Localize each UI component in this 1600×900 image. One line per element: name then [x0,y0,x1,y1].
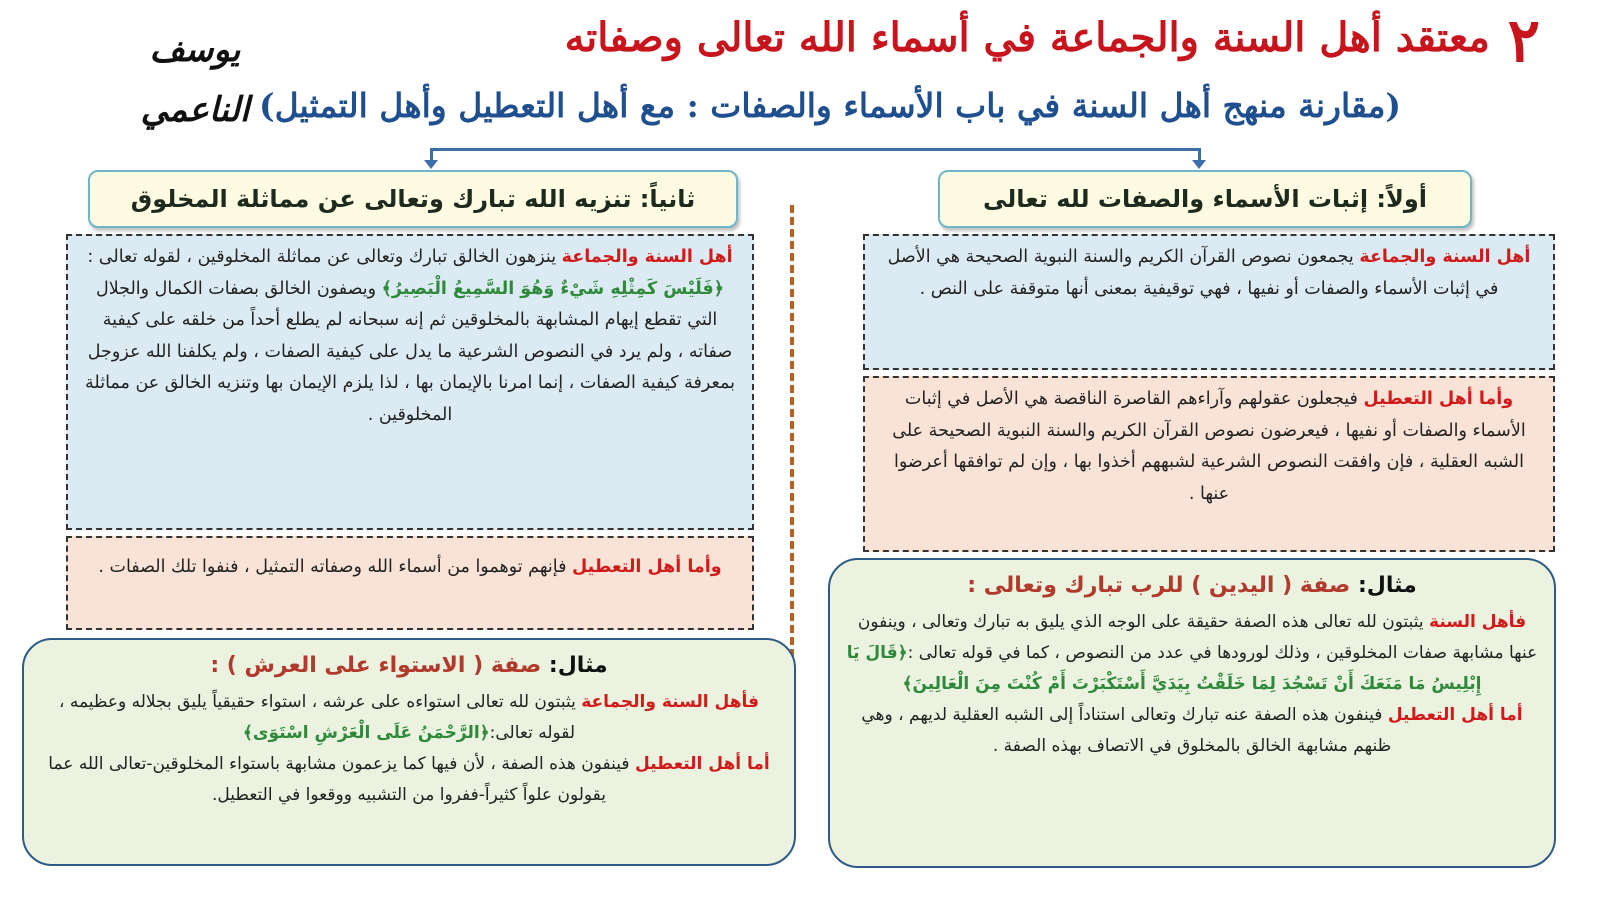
left-panel1-lead: أهل السنة والجماعة [561,247,733,267]
left-panel-sunnah [66,234,754,530]
right-example-body2 [846,700,1538,762]
left-example-lead1: فأهل السنة والجماعة [581,692,760,712]
page-title [350,6,1540,76]
right-example-quote: ﴿قَالَ يَا إِبْلِيسُ مَا مَنَعَكَ أَنْ تَسْجُدَ لِمَا خَلَقْتُ بِيَدَيَّ أَسْتَكْبَرْتَ أَمْ كُنْتَ مِنَ الْعَالِينَ﴾ [846,643,1482,694]
right-example-body [846,607,1538,700]
title-number: ٢ [1507,6,1540,76]
left-panel2-lead: وأما أهل التعطيل [572,557,722,577]
title-text: معتقد أهل السنة والجماعة في أسماء الله تعالى وصفاته [564,14,1490,61]
right-example-text2: فينفون هذه الصفة عنه تبارك وتعالى استناداً إلى الشبه العقلية لديهم ، وهي ظنهم مشابهة الخالق بالمخلوق في الاتصاف بهذه الصفة . [861,705,1392,756]
left-panel1-quote: ﴿فَلَيْسَ كَمِثْلِهِ شَيْءٌ وَهُوَ السَّمِيعُ الْبَصِيرُ﴾ [381,278,724,299]
right-panel2-lead: وأما أهل التعطيل [1363,389,1514,409]
right-heading [938,170,1472,228]
right-panel1-lead: أهل السنة والجماعة [1359,247,1531,267]
arrow-down-icon [1192,160,1206,169]
left-example-body [40,687,778,749]
left-heading-text: ثانياً: تنزيه الله تبارك وتعالى عن مماثلة المخلوق [130,185,696,213]
left-example-body2 [40,749,778,811]
right-example-heading [846,570,1538,603]
right-panel2-text: فيجعلون عقولهم وآراءهم القاصرة الناقصة هي الأصل في إثبات الأسماء والصفات أو نفيها ، فيعرضون نصوص القرآن الكريم والسنة النبوية الصحيحة على الشبه العقلية ، فإن وافقت النصوص الشرعية لشبههم أخذوا بها ، وإن لم توافقها أعرضوا عنها . [892,389,1526,504]
right-example-title: صفة ( اليدين ) للرب تبارك وتعالى : [967,573,1358,598]
left-example-text2: فينفون هذه الصفة ، لأن فيها كما يزعمون مشابهة باستواء المخلوقين-تعالى الله عما يقولون علواً كثيراً-ففروا من التشبيه ووقعوا في التعطيل. [48,754,635,805]
right-example-text1: يثبتون لله تعالى هذه الصفة حقيقة على الوجه الذي يليق به تبارك وتعالى ، وينفون عنها مشابهة صفات المخلوقين ، وذلك لورودها في عدد من النصوص ، كما في قوله تعالى : [857,612,1538,663]
left-example-box [22,638,796,866]
right-example-lead2: أما أهل التعطيل [1387,705,1523,725]
left-panel2-text: فإنهم توهموا من أسماء الله وصفاته التمثيل ، فنفوا تلك الصفات . [98,557,573,577]
left-example-quote: ﴿الرَّحْمَنُ عَلَى الْعَرْشِ اسْتَوَى﴾ [242,723,490,743]
left-heading [88,170,738,228]
right-example-box [828,558,1556,868]
left-panel1-text-a: ينزهون الخالق تبارك وتعالى عن مماثلة المخلوقين ، لقوله تعالى : [87,247,562,267]
left-example-title: صفة ( الاستواء على العرش ) : [210,653,549,678]
connector-line [432,148,1200,151]
right-example-label: مثال: [1357,573,1417,598]
author-signature: يوسف الناعمي [140,30,250,130]
page-subtitle: (مقارنة منهج أهل السنة في باب الأسماء والصفات : مع أهل التعطيل وأهل التمثيل) [258,86,1402,125]
right-panel1-text: يجمعون نصوص القرآن الكريم والسنة النبوية الصحيحة هي الأصل في إثبات الأسماء والصفات أو نفيها ، فهي توقيفية بمعنى أنها متوقفة على النص . [887,247,1499,299]
left-panel1-text-b: ويصفون الخالق بصفات الكمال والجلال التي تقطع إيهام المشابهة بالمخلوقين ثم إنه سبحانه لم يطلع أحداً من خلقه على كيفية صفاته ، ولم يرد في النصوص الشرعية ما يدل على كيفية الصفات ، ولم يكلفنا الله عزوجل بمعرفة كيفية الصفات ، إنما امرنا بالإيمان بها ، لذا يلزم الإيمان بها وتنزيه الخالق عن مماثلة المخلوقين . [85,278,735,425]
right-panel-tatil [863,376,1555,552]
left-panel-tatil [66,536,754,630]
right-heading-text: أولاً: إثبات الأسماء والصفات لله تعالى [982,185,1428,213]
left-example-text1: يثبتون لله تعالى استواءه على عرشه ، استواء حقيقياً يليق بجلاله وعظيمه ، لقوله تعالى: [58,692,582,743]
left-example-label: مثال: [548,653,608,678]
right-panel-sunnah [863,234,1555,370]
right-example-lead1: فأهل السنة [1429,612,1527,632]
left-example-lead2: أما أهل التعطيل [634,754,770,774]
left-example-heading [40,650,778,683]
arrow-down-icon [424,160,438,169]
